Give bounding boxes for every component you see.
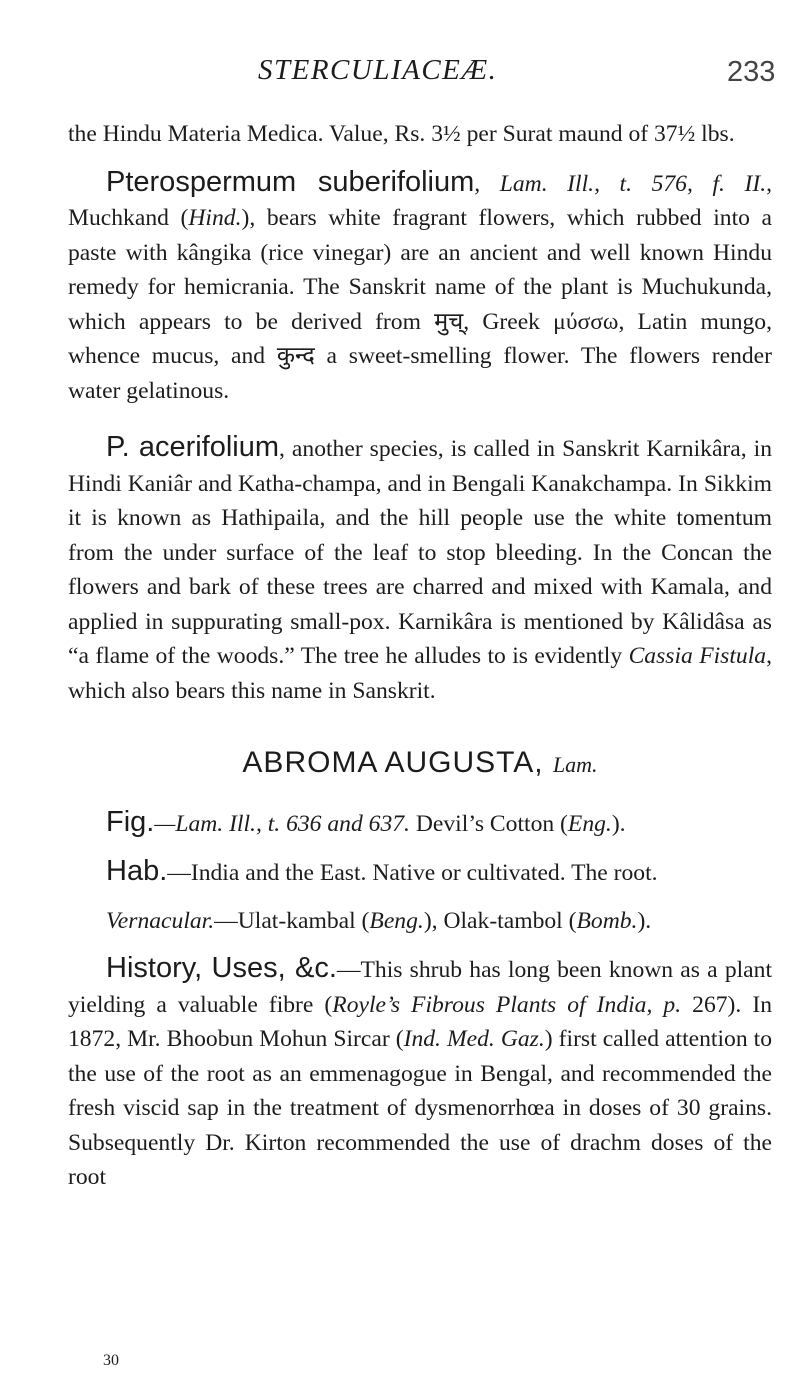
- pterospermum-ref: , t. 576, f. II.: [594, 170, 767, 197]
- history-label: History, Uses, &c.: [106, 952, 337, 984]
- hab-text: —India and the East. Native or cultivated. The root.: [167, 860, 658, 886]
- vernacular-lang-1: Beng.: [369, 907, 424, 934]
- cassia-name: Cassia Fistula: [628, 643, 767, 669]
- fig-lang: Eng.: [567, 810, 612, 837]
- signature-mark: 30: [103, 1352, 119, 1369]
- continuation-paragraph: the Hindu Materia Medica. Value, Rs. 3½ per Surat maund of 37½ lbs.: [68, 121, 735, 147]
- history-ref-2: Ind. Med. Gaz.: [403, 1026, 545, 1052]
- history-text-1: —This shrub has long been known as a plant yielding a valuable fibre (: [68, 957, 772, 1018]
- pterospermum-paragraph: [68, 165, 772, 409]
- history-ref-1: Royle’s Fibrous Plants of India, p.: [332, 991, 682, 1018]
- vernacular-text-2: ), Olak-tambol (: [423, 907, 577, 934]
- fig-text: Devil’s Cotton (: [409, 810, 568, 837]
- body-text: [68, 117, 772, 1195]
- vernacular-paragraph: [68, 904, 772, 939]
- abroma-heading-name: ABROMA AUGUSTA,: [242, 746, 544, 779]
- history-paragraph: [68, 951, 772, 1195]
- pterospermum-name: Pterospermum suberifolium: [106, 165, 475, 198]
- fig-paragraph: [68, 805, 772, 842]
- running-head: [0, 54, 800, 94]
- fig-ref: —Lam. Ill., t. 636 and 637.: [154, 810, 410, 837]
- acerifolium-text-1: , another species, is called in Sanskrit Karnikâra, in Hindi Kaniâr and Katha-champa, and in Bengali Kanakchampa. In Sikkim it is known as Hathipaila, and the hill people use the white tomentum from the under surface of the leaf to stop bleeding. In the Concan the flowers and bark of these trees are charred and mixed with Kamala, and applied in suppurating small-pox. Karnikâra is mentioned by Kâlidâsa as “a flame of the woods.” The tree he alludes to is evidently: [68, 436, 772, 669]
- pterospermum-author: , Lam. Ill.: [474, 170, 595, 197]
- fig-close: ).: [611, 810, 626, 837]
- hab-paragraph: [68, 854, 772, 891]
- acerifolium-paragraph: [68, 430, 772, 708]
- page-number: 233: [727, 56, 776, 88]
- vernacular-text-3: ).: [637, 907, 652, 934]
- acerifolium-name: P. acerifolium: [106, 431, 280, 463]
- acerifolium-text-2: , which also bears this name in Sanskrit.: [68, 643, 772, 704]
- vernacular-label: Vernacular.: [106, 907, 215, 934]
- hab-label: Hab.: [106, 855, 168, 887]
- abroma-heading-author: Lam.: [552, 752, 598, 777]
- running-head-title: STERCULIACEÆ.: [258, 54, 498, 86]
- fig-label: Fig.: [106, 805, 155, 838]
- history-text-3: ) first called attention to the use of the root as an emmenagogue in Bengal, and recommended the fresh viscid sap in the treatment of dysmenorrhœa in doses of 30 grains. Subsequently Dr. Kirton recommended the use of drachm doses of the root: [68, 1026, 773, 1190]
- pterospermum-vern-pre: , Muchkand (: [68, 170, 773, 231]
- pterospermum-text: ), bears white fragrant flowers, which rubbed into a paste with kângika (rice vinegar) are an ancient and well known Hindu remedy for hemicrania. The Sanskrit name of the plant is Muchukunda, which appears to be derived from मुच्, Greek μύσσω, Latin mungo, whence mucus, and कुन्द a sweet-smelling flower. The flowers render water gelatinous.: [68, 205, 773, 404]
- abroma-heading: [68, 746, 772, 783]
- vernacular-text-1: —Ulat-kambal (: [214, 907, 370, 934]
- pterospermum-vern-lang: Hind.: [188, 205, 242, 231]
- vernacular-lang-2: Bomb.: [576, 907, 638, 934]
- history-text-2: 267). In 1872, Mr. Bhoobun Mohun Sircar (: [68, 991, 773, 1052]
